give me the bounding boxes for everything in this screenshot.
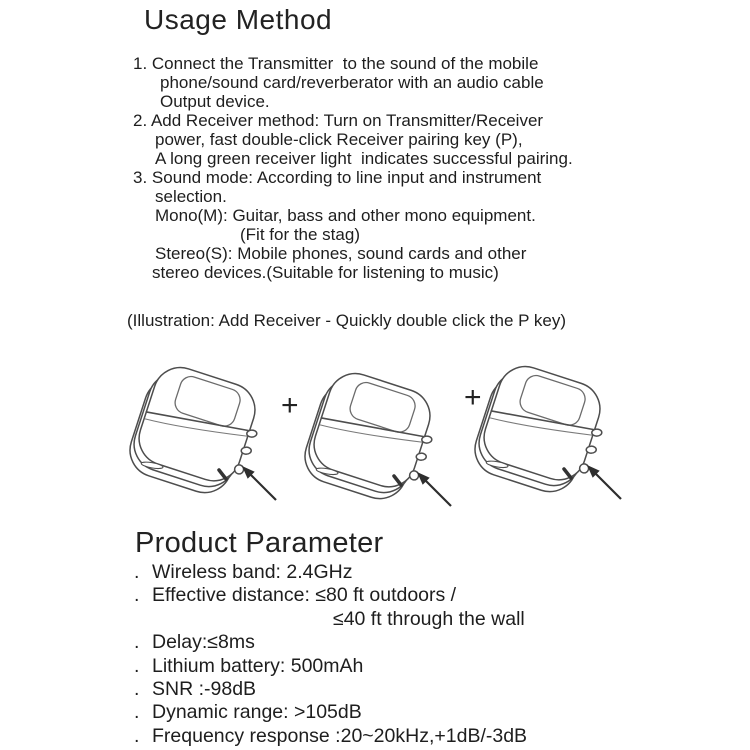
parameter-row — [134, 631, 527, 654]
parameter-text: ≤40 ft through the wall — [333, 607, 525, 630]
receiver-device-icon — [293, 364, 468, 532]
usage-line: 2. Add Receiver method: Turn on Transmitter/Receiver — [133, 111, 544, 130]
parameter-text: Frequency response :20~20kHz,+1dB/-3dB — [152, 724, 528, 747]
usage-line: A long green receiver light indicates successful pairing. — [155, 149, 573, 168]
parameter-text: Wireless band: 2.4GHz — [152, 561, 353, 583]
receiver-device-icon — [463, 357, 638, 525]
receiver-device-icon — [118, 358, 293, 526]
plus-icon: + — [464, 381, 482, 414]
bullet: . — [134, 678, 140, 701]
bullet: . — [134, 724, 140, 747]
parameter-list — [134, 561, 527, 748]
illustration-caption: (Illustration: Add Receiver - Quickly double click the P key) — [127, 311, 567, 330]
usage-line: power, fast double-click Receiver pairing key (P), — [155, 130, 523, 149]
product-parameter-title: Product Parameter — [135, 527, 384, 559]
arrow-to-p-key-icon — [587, 465, 621, 499]
bullet: . — [134, 561, 140, 583]
usage-line: (Fit for the stag) — [240, 225, 360, 244]
parameter-row — [134, 701, 527, 724]
parameter-row — [134, 561, 527, 584]
parameter-text: Delay:≤8ms — [152, 631, 255, 654]
usage-line: Mono(M): Guitar, bass and other mono equipment. — [155, 206, 536, 225]
parameter-row — [134, 678, 527, 701]
usage-line: 1. Connect the Transmitter to the sound of the mobile — [133, 54, 539, 73]
parameter-text: Effective distance: ≤80 ft outdoors / — [152, 584, 457, 607]
usage-line: Stereo(S): Mobile phones, sound cards and other — [155, 244, 527, 263]
parameter-text: Dynamic range: >105dB — [152, 701, 362, 724]
bullet: . — [134, 584, 140, 607]
bullet: . — [134, 631, 140, 654]
usage-line: 3. Sound mode: According to line input and instrument — [133, 168, 542, 187]
usage-line: stereo devices.(Suitable for listening to music) — [152, 263, 499, 282]
parameter-row — [134, 608, 527, 631]
parameter-row — [134, 584, 527, 607]
arrow-to-p-key-icon — [417, 472, 451, 506]
usage-method-title: Usage Method — [144, 4, 333, 35]
usage-instructions — [133, 54, 573, 282]
usage-line: Output device. — [160, 92, 270, 111]
parameter-text: Lithium battery: 500mAh — [152, 654, 364, 677]
bullet: . — [134, 701, 140, 724]
pairing-illustration — [0, 345, 750, 530]
usage-line: selection. — [155, 187, 227, 206]
parameter-row — [134, 725, 527, 748]
parameter-text: SNR :-98dB — [152, 678, 257, 701]
arrow-to-p-key-icon — [242, 466, 276, 500]
parameter-row — [134, 655, 527, 678]
bullet: . — [134, 654, 140, 677]
plus-icon: + — [281, 389, 299, 422]
usage-line: phone/sound card/reverberator with an audio cable — [160, 73, 544, 92]
